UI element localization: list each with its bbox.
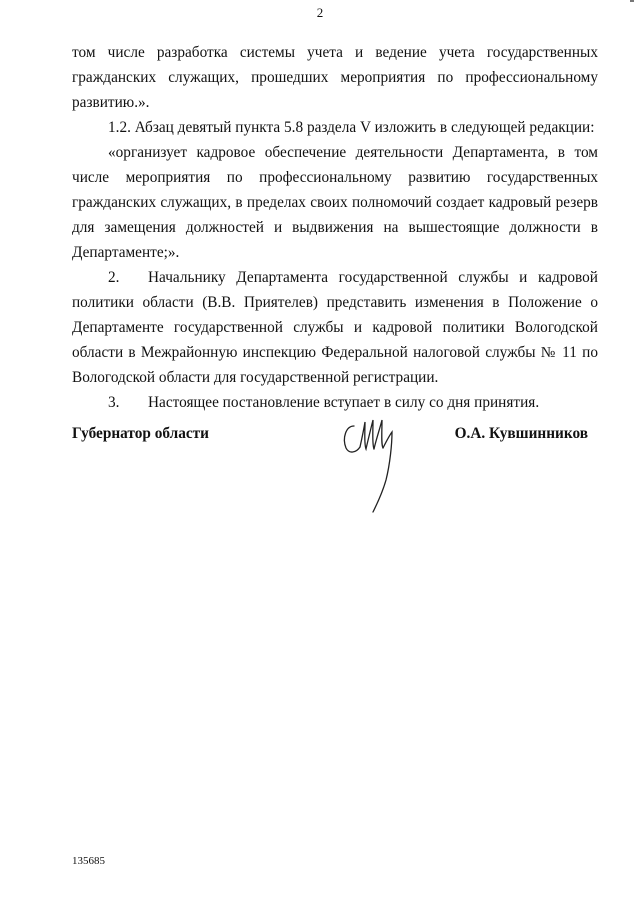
page-number: 2: [316, 5, 324, 20]
item-2-number: 2.: [108, 269, 120, 286]
signatory-title: Губернатор области: [72, 425, 209, 442]
scan-corner-mark: [630, 0, 634, 2]
item-2-paragraph: [72, 265, 598, 390]
document-code: 135685: [72, 855, 105, 867]
document-body: [72, 40, 598, 415]
item-3-text: Настоящее постановление вступает в силу со дня принятия.: [148, 394, 540, 411]
signatory-name: О.А. Кувшинников: [454, 425, 588, 442]
handwritten-signature: [340, 416, 410, 516]
item-3-paragraph: [72, 390, 598, 415]
quote-paragraph: «организует кадровое обеспечение деятельности Департамента, в том числе мероприятия по профессиональному развитию государственных гражданских служащих, в пределах своих полномочий создает кадровый резерв для замещения должностей и выдвижения на вышестоящие должности в Департаменте;».: [72, 144, 598, 261]
item-3-number: 3.: [108, 394, 120, 411]
signature-block: [72, 416, 598, 526]
item-1-2-paragraph: 1.2. Абзац девятый пункта 5.8 раздела V изложить в следующей редакции:: [108, 119, 595, 136]
item-2-text: Начальнику Департамента государственной службы и кадровой политики области (В.В. Приятелев) представить изменения в Положение о Департаменте государственной службы и кадровой политики Вологодской области в Межрайонную инспекцию Федеральной налоговой службы № 11 по Вологодской области для государственной регистрации.: [72, 269, 598, 386]
continuation-paragraph: том числе разработка системы учета и ведение учета государственных гражданских служащих, прошедших мероприятия по профессиональному развитию.».: [72, 44, 598, 111]
